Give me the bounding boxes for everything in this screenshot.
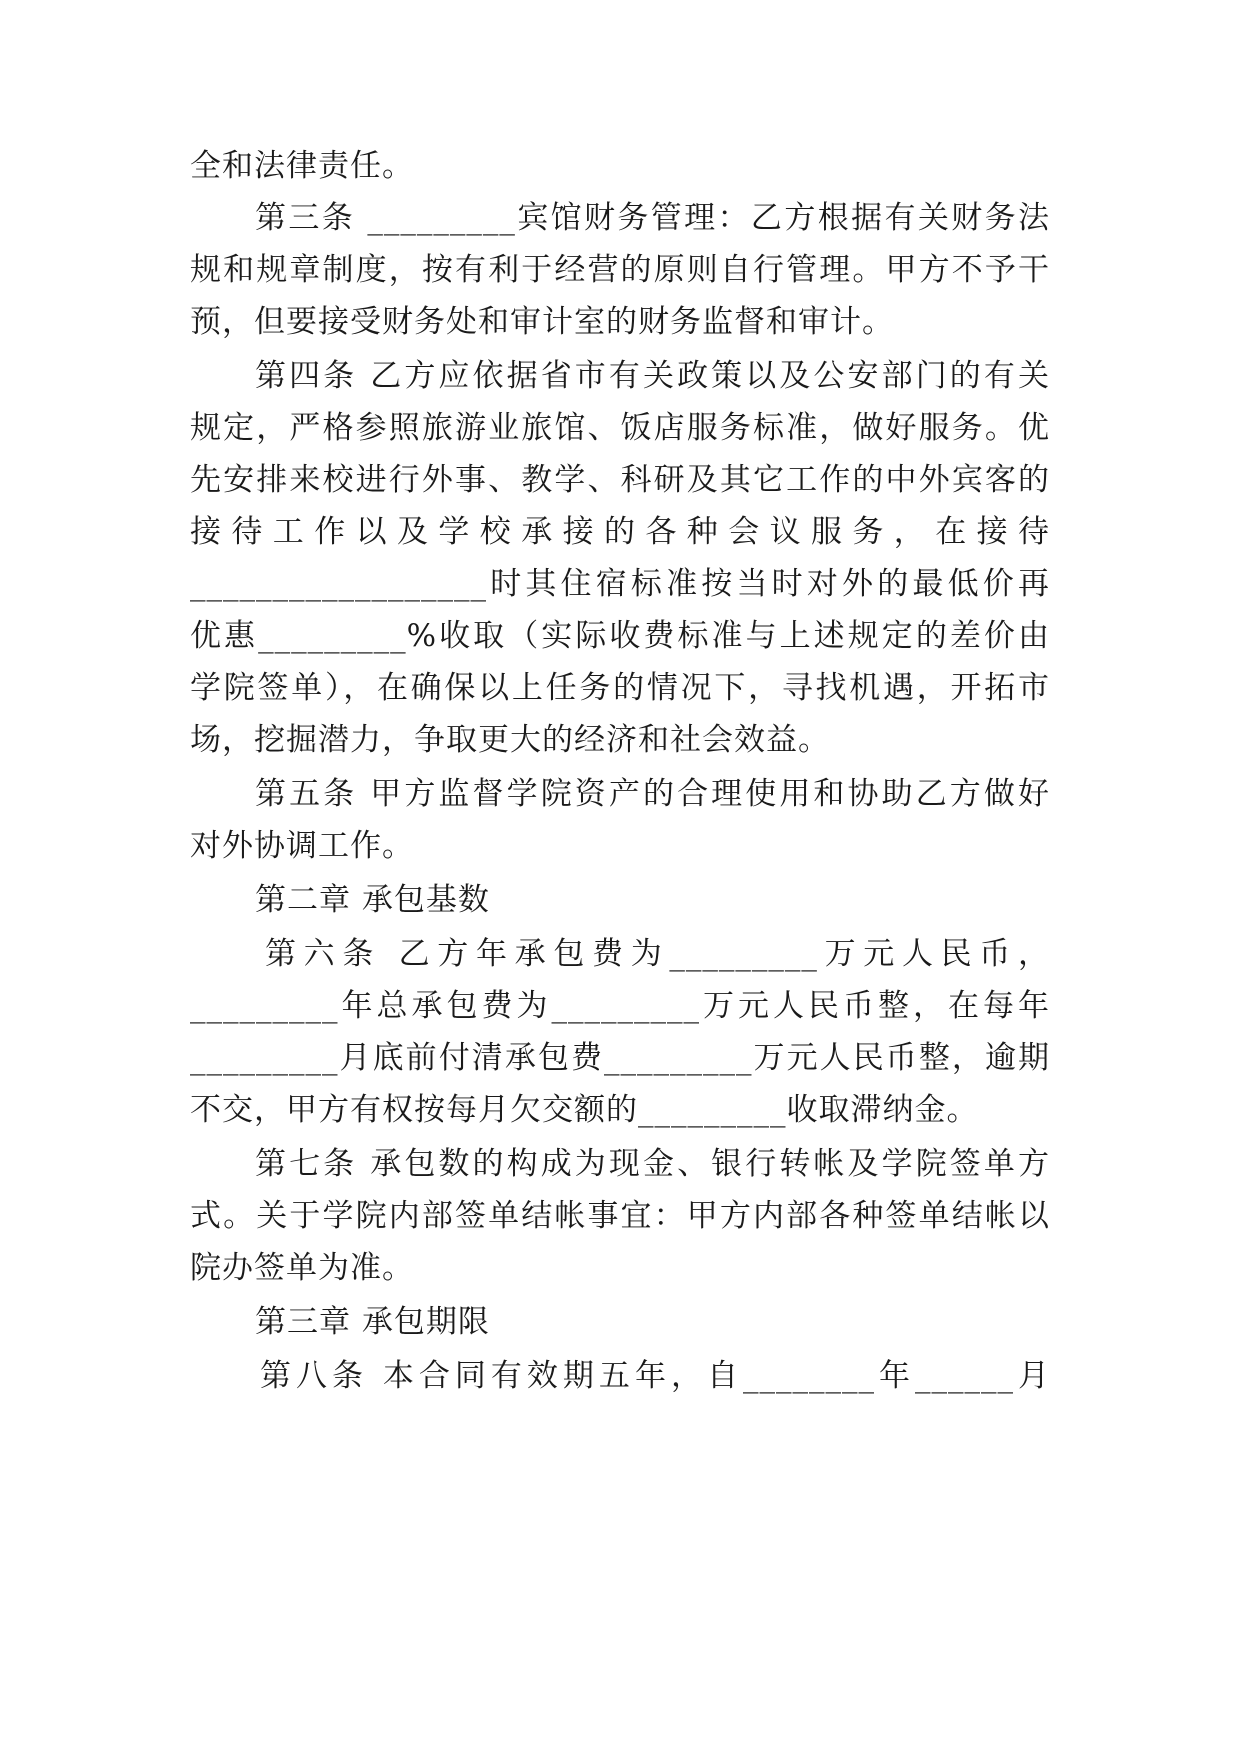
chapter-heading: 第三章 承包期限	[255, 1304, 490, 1340]
text-line: 对外协调工作。	[190, 828, 414, 864]
text-line: _________月底前付清承包费_________万元人民币整，逾期	[190, 1040, 1050, 1076]
text-line: 第四条 乙方应依据省市有关政策以及公安部门的有关	[255, 358, 1050, 394]
text-line: 院办签单为准。	[190, 1250, 414, 1286]
text-line: 接待工作以及学校承接的各种会议服务，在接待	[190, 514, 1050, 550]
text-line: 第八条 本合同有效期五年，自________年______月	[260, 1358, 1050, 1394]
text-line: 场，挖掘潜力，争取更大的经济和社会效益。	[190, 722, 830, 758]
text-line: 第三条 _________宾馆财务管理：乙方根据有关财务法	[255, 200, 1050, 236]
text-line: 学院签单），在确保以上任务的情况下，寻找机遇，开拓市	[190, 670, 1050, 706]
text-line: _________年总承包费为_________万元人民币整，在每年	[190, 988, 1050, 1024]
text-line: __________________时其住宿标准按当时对外的最低价再	[190, 566, 1050, 602]
text-line: 先安排来校进行外事、教学、科研及其它工作的中外宾客的	[190, 462, 1050, 498]
text-line: 优惠_________%收取（实际收费标准与上述规定的差价由	[190, 618, 1050, 654]
text-line: 不交，甲方有权按每月欠交额的_________收取滞纳金。	[190, 1092, 979, 1128]
text-line: 规定，严格参照旅游业旅馆、饭店服务标准，做好服务。优	[190, 410, 1050, 446]
text-line: 式。关于学院内部签单结帐事宜：甲方内部各种签单结帐以	[190, 1198, 1050, 1234]
text-line: 第七条 承包数的构成为现金、银行转帐及学院签单方	[255, 1146, 1050, 1182]
text-line: 预，但要接受财务处和审计室的财务监督和审计。	[190, 304, 894, 340]
text-line: 第五条 甲方监督学院资产的合理使用和协助乙方做好	[255, 776, 1050, 812]
text-line: 全和法律责任。	[190, 148, 414, 184]
text-line: 第六条 乙方年承包费为_________万元人民币，	[265, 936, 1050, 972]
text-line: 规和规章制度，按有利于经营的原则自行管理。甲方不予干	[190, 252, 1050, 288]
chapter-heading: 第二章 承包基数	[255, 882, 490, 918]
